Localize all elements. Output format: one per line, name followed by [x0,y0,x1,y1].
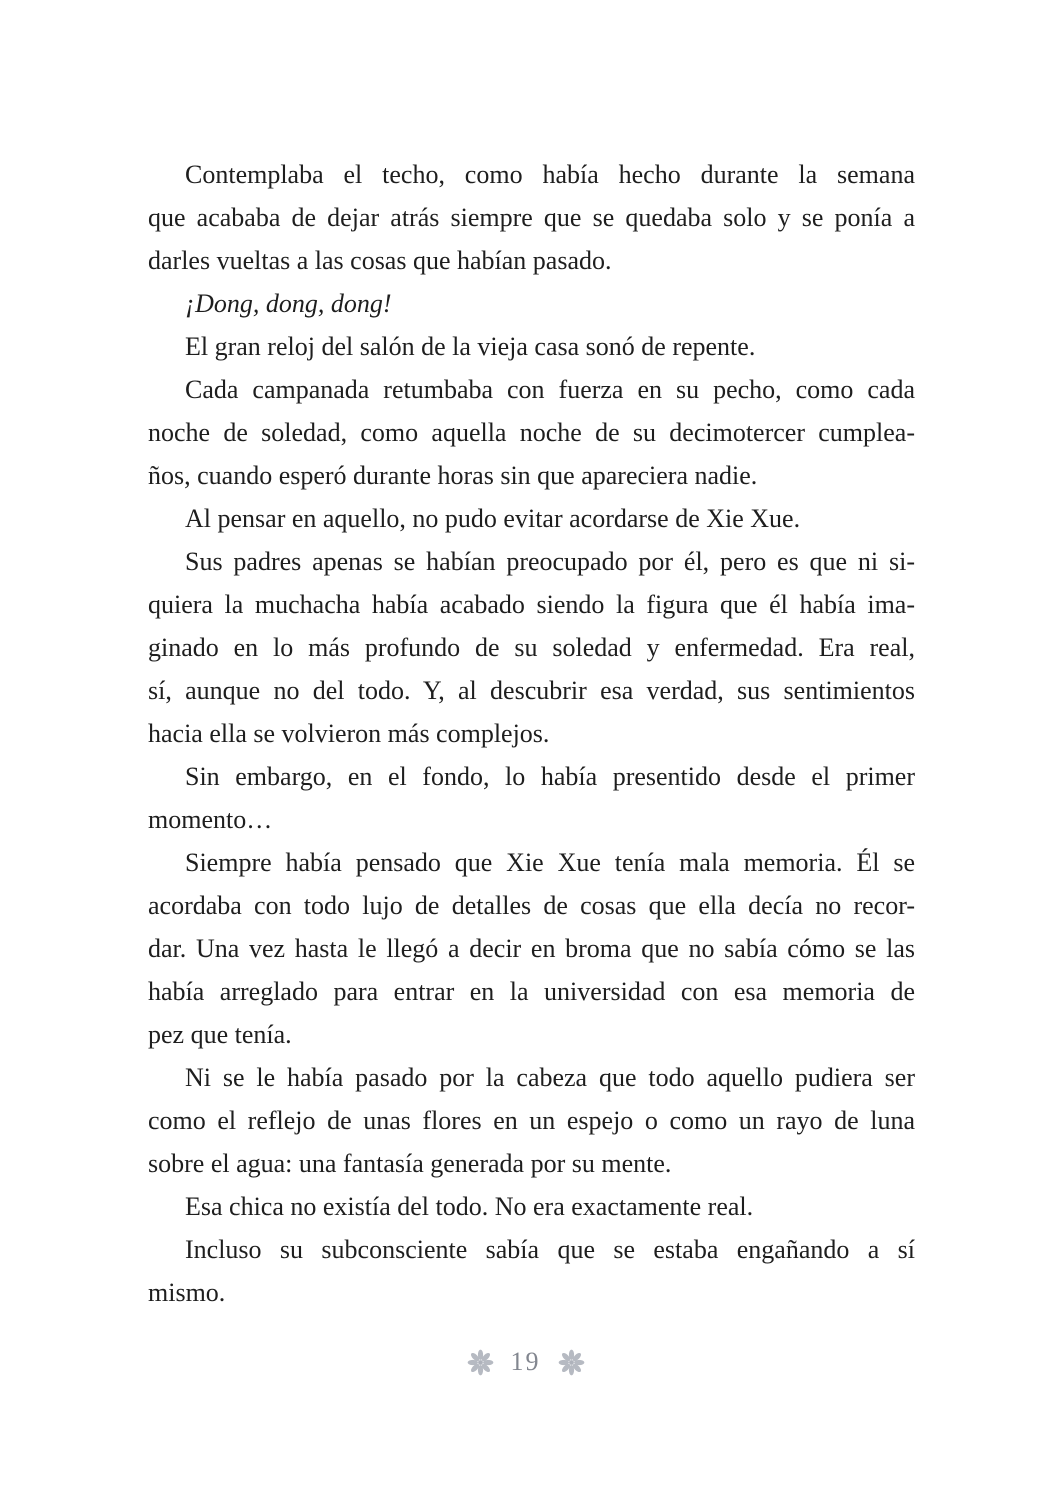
paragraph [148,540,915,755]
page-text [148,153,915,1314]
text-line: hacia ella se volvieron más complejos. [148,719,550,748]
paragraph [148,282,915,325]
paragraph [148,497,915,540]
text-line: Sus padres apenas se habían preocupado por él, pero es que ni si- [185,547,915,576]
paragraph [148,1056,915,1185]
text-line: pez que tenía. [148,1020,292,1049]
text-line: sí, aunque no del todo. Y, al descubrir esa verdad, sus sentimientos [148,676,915,705]
text-line: había arreglado para entrar en la universidad con esa memoria de [148,977,915,1006]
paragraph [148,841,915,1056]
text-line: quiera la muchacha había acabado siendo la figura que él había ima- [148,590,915,619]
flower-ornament-icon [467,1349,494,1376]
text-line: darles vueltas a las cosas que habían pasado. [148,246,612,275]
paragraph [148,1185,915,1228]
text-line: Siempre había pensado que Xie Xue tenía mala memoria. Él se [185,848,915,877]
text-line: noche de soledad, como aquella noche de su decimotercer cumplea- [148,418,915,447]
page-number: 19 [510,1347,541,1376]
text-line: Contemplaba el techo, como había hecho durante la semana [185,160,915,189]
paragraph [148,755,915,841]
paragraph [148,1228,915,1314]
text-line: sobre el agua: una fantasía generada por su mente. [148,1149,672,1178]
paragraph [148,368,915,497]
text-line: Incluso su subconsciente sabía que se estaba engañando a sí [185,1235,915,1264]
text-line: acordaba con todo lujo de detalles de cosas que ella decía no recor- [148,891,915,920]
paragraph [148,325,915,368]
flower-ornament-icon [558,1349,585,1376]
text-line: ¡Dong, dong, dong! [185,289,392,318]
text-line: El gran reloj del salón de la vieja casa sonó de repente. [185,332,756,361]
text-line: momento… [148,805,273,834]
text-line: mismo. [148,1278,226,1307]
text-line: ños, cuando esperó durante horas sin que apareciera nadie. [148,461,758,490]
text-line: Al pensar en aquello, no pudo evitar acordarse de Xie Xue. [185,504,801,533]
text-line: Ni se le había pasado por la cabeza que todo aquello pudiera ser [185,1063,915,1092]
text-line: dar. Una vez hasta le llegó a decir en broma que no sabía cómo se las [148,934,915,963]
paragraph [148,153,915,282]
page-footer [0,1340,1051,1384]
text-line: como el reflejo de unas flores en un espejo o como un rayo de luna [148,1106,915,1135]
text-line: Sin embargo, en el fondo, lo había presentido desde el primer [185,762,915,791]
text-line: Cada campanada retumbaba con fuerza en su pecho, como cada [185,375,915,404]
text-line: Esa chica no existía del todo. No era exactamente real. [185,1192,754,1221]
text-line: que acababa de dejar atrás siempre que se quedaba solo y se ponía a [148,203,915,232]
text-line: ginado en lo más profundo de su soledad y enfermedad. Era real, [148,633,915,662]
